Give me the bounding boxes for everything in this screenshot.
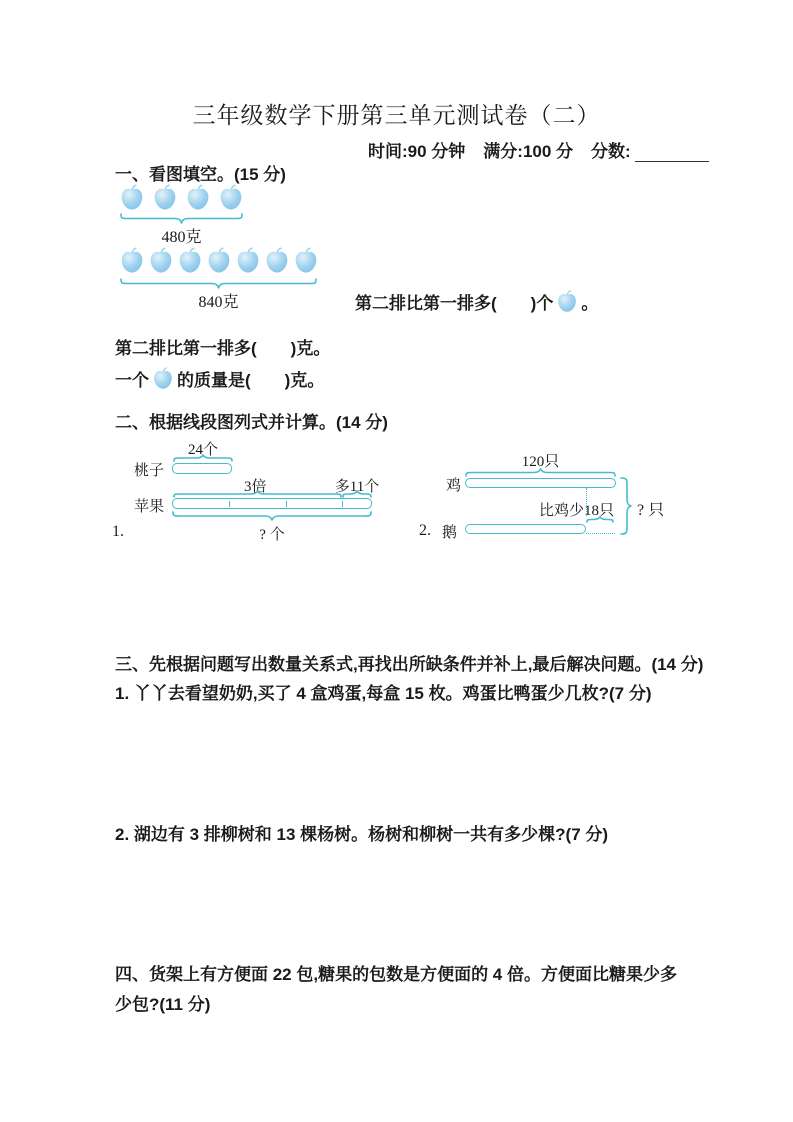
d1-times-brace — [173, 490, 342, 498]
page-title: 三年级数学下册第三单元测试卷（二） — [192, 103, 601, 128]
d1-top-label: 桃子 — [134, 463, 165, 479]
d2-top-brace — [465, 468, 616, 477]
section3-heading: 三、先根据问题写出数量关系式,再找出所缺条件并补上,最后解决问题。(14 分) — [115, 655, 704, 674]
apple-icon — [118, 246, 146, 275]
question-one-weight — [115, 366, 324, 391]
d1-question-label: ? 个 — [259, 527, 285, 543]
d2-top-label: 鸡 — [446, 478, 462, 494]
apple-icon — [263, 246, 291, 275]
d2-question-brace — [620, 477, 632, 535]
apple-row-2 — [118, 246, 320, 275]
section2-heading: 二、根据线段图列式并计算。(14 分) — [115, 413, 388, 432]
question-more-count-text: 第二排比第一排多( )个 — [355, 294, 554, 313]
d2-dotted-extension — [586, 524, 615, 534]
d1-number: 1. — [112, 523, 124, 540]
d1-top-brace — [173, 454, 233, 462]
brace-row1 — [120, 213, 243, 224]
apple-row-1 — [118, 183, 245, 212]
bar-tick — [342, 501, 343, 507]
d1-top-value: 24个 — [187, 442, 218, 458]
brace-row2 — [120, 278, 317, 289]
apple-icon — [151, 366, 175, 391]
apple-icon — [184, 183, 212, 212]
d1-extra-label: 多11个 — [334, 479, 380, 495]
question-one-weight-prefix: 一个 — [115, 371, 149, 390]
d2-chicken-bar — [465, 478, 616, 488]
score-label: 分数: — [591, 142, 631, 161]
exam-info-line — [368, 137, 727, 162]
apple-icon — [176, 246, 204, 275]
apple-icon — [118, 183, 146, 212]
d2-number: 2. — [419, 522, 431, 539]
score-blank-line — [635, 144, 709, 162]
section4-heading: 四、货架上有方便面 22 包,糖果的包数是方便面的 4 倍。方便面比糖果少多少包?(11 分) — [115, 965, 677, 1014]
question-more-count-period: 。 — [581, 294, 599, 313]
d2-top-value: 120只 — [521, 454, 560, 470]
bar-tick — [229, 501, 230, 507]
section1-heading: 一、看图填空。(15 分) — [115, 165, 286, 184]
full-score-label: 满分:100 分 — [483, 142, 574, 161]
d1-bottom-label: 苹果 — [134, 499, 165, 515]
question-more-count — [355, 289, 598, 314]
question-one-weight-suffix: 的质量是( )克。 — [177, 371, 325, 390]
section3-question1: 1. 丫丫去看望奶奶,买了 4 盒鸡蛋,每盒 15 枚。鸡蛋比鸭蛋少几枚?(7 分) — [115, 684, 652, 703]
apple-icon — [555, 289, 579, 314]
apple-icon — [234, 246, 262, 275]
apple-icon — [205, 246, 233, 275]
apple-icon — [217, 183, 245, 212]
d1-extra-brace — [342, 490, 372, 498]
d1-question-brace — [172, 511, 372, 521]
apple-icon — [292, 246, 320, 275]
row2-weight-label: 840克 — [198, 294, 239, 311]
d2-less-brace — [586, 516, 614, 523]
apple-icon — [151, 183, 179, 212]
question-more-weight: 第二排比第一排多( )克。 — [115, 339, 331, 358]
section3-question2: 2. 湖边有 3 排柳树和 13 棵杨树。杨树和柳树一共有多少棵?(7 分) — [115, 825, 609, 844]
row1-weight-label: 480克 — [161, 229, 202, 246]
time-limit-label: 时间:90 分钟 — [368, 142, 466, 161]
d1-apple-bar — [172, 498, 372, 509]
d2-goose-bar — [465, 524, 586, 534]
apple-icon — [147, 246, 175, 275]
d1-peach-bar — [172, 463, 232, 474]
d1-times-label: 3倍 — [244, 479, 267, 495]
d2-less-label: 比鸡少18只 — [538, 503, 614, 519]
d2-bottom-label: 鹅 — [442, 525, 458, 541]
d2-question-label: ? 只 — [637, 502, 665, 519]
bar-tick — [286, 501, 287, 507]
